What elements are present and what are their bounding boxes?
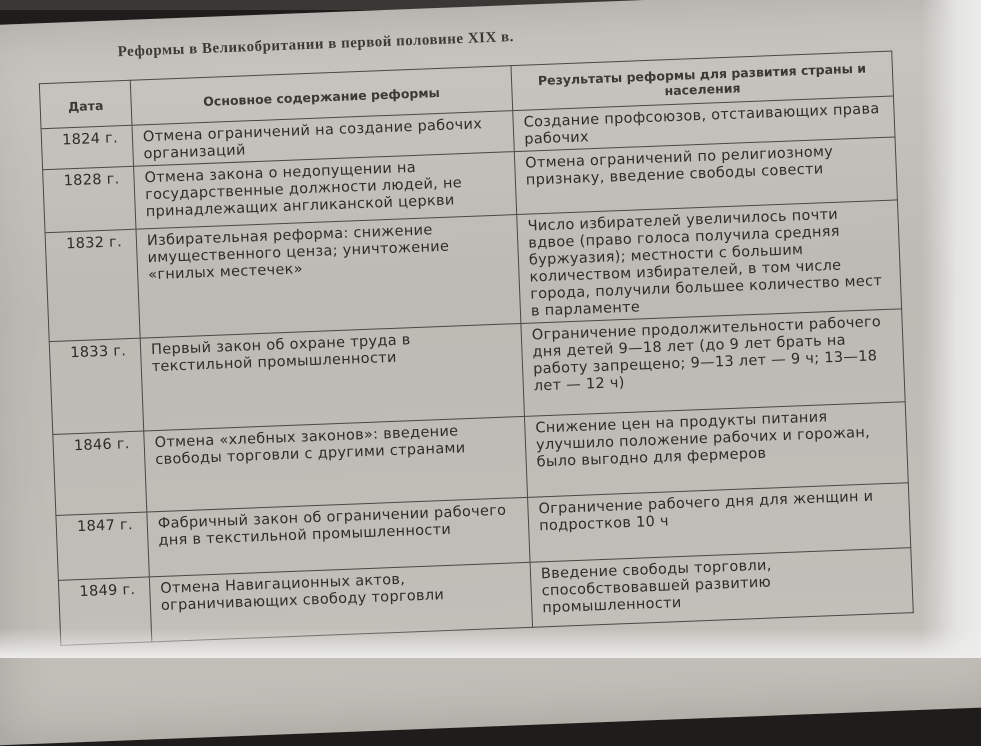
light-glare-bottom: [0, 628, 981, 658]
row-content: Отмена Навигационных актов, ограничивающих свободу торговли: [149, 562, 532, 642]
row-content: Первый закон об охране труда в текстильной промышленности: [140, 323, 524, 431]
row-content: Отмена закона о недопущении на государственные должности людей, не принадлежащих англиканской церкви: [134, 152, 517, 230]
row-date: 1849 г.: [58, 577, 151, 645]
header-content: Основное содержание реформы: [130, 66, 512, 126]
row-date: 1846 г.: [53, 431, 147, 515]
row-content: Отмена «хлебных законов»: введение свободы торговли с другими странами: [144, 416, 528, 512]
header-result: Результаты реформы для развития страны и населения: [511, 51, 893, 111]
row-result: Число избирателей увеличилось почти вдвое (право голоса получила средняя буржуазия); местности с большим количеством избирателей, в том числе города, получили большее количество мест в парламенте: [517, 200, 902, 324]
row-date: 1832 г.: [45, 229, 140, 341]
row-result: Ограничение продолжительности рабочего дня детей 9—18 лет (до 9 лет брать на работу запрещено; 9—13 лет — 9 ч; 13—18 лет — 12 ч): [521, 309, 905, 417]
row-result: Снижение цен на продукты питания улучшило положение рабочих и горожан, было выгодно для фермеров: [524, 402, 908, 498]
row-result: Ограничение рабочего дня для женщин и подростков 10 ч: [528, 483, 911, 563]
row-date: 1824 г.: [41, 125, 134, 169]
header-date: Дата: [39, 80, 132, 128]
row-date: 1828 г.: [43, 166, 136, 232]
row-date: 1847 г.: [56, 512, 149, 580]
row-content: Избирательная реформа: снижение имущественного ценза; уничтожение «гнилых местечек»: [136, 215, 521, 339]
table-title: Реформы в Великобритании в первой половине XIX в.: [117, 29, 514, 61]
row-result: Отмена ограничений по религиозному признаку, введение свободы совести: [514, 137, 897, 215]
row-date: 1833 г.: [49, 338, 144, 434]
reforms-table: [39, 51, 914, 646]
row-content: Отмена ограничений на создание рабочих организаций: [132, 111, 514, 167]
light-glare-right: [921, 0, 981, 658]
row-content: Фабричный закон об ограничении рабочего дня в текстильной промышленности: [147, 497, 530, 577]
row-result: Создание профсоюзов, отстаивающих права рабочих: [513, 96, 895, 152]
row-result: Введение свободы торговли, способствовавшей развитию промышленности: [530, 548, 913, 628]
